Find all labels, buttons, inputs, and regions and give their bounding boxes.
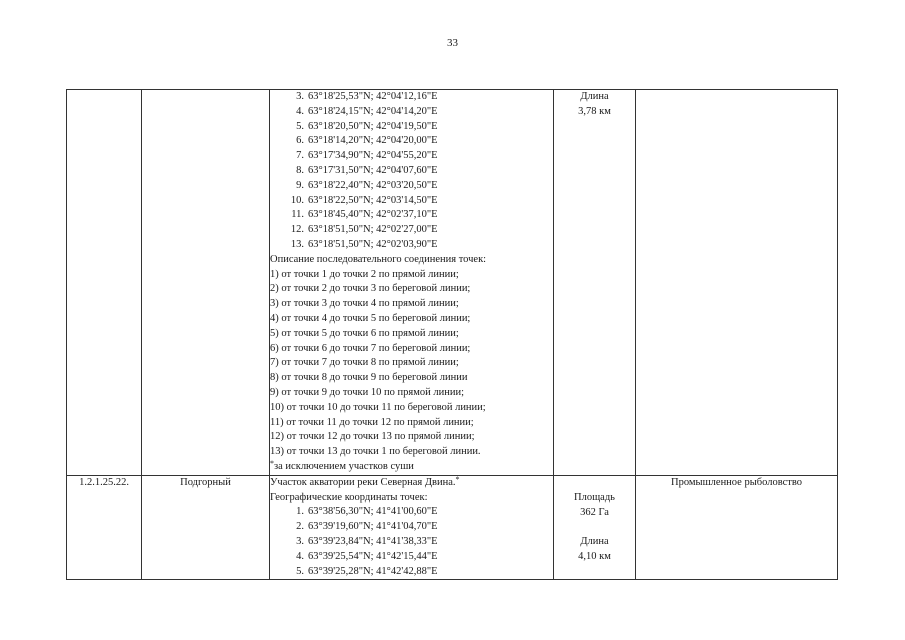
connection-description-title: Описание последовательного соединения точек: <box>270 253 487 265</box>
coordinate-text: 63°18'51,50"N; 42°02'27,00"E <box>308 224 438 236</box>
row1-size-cell <box>554 90 636 476</box>
coordinate-item <box>280 120 553 135</box>
coordinate-item <box>280 565 553 580</box>
length-label: Длина <box>580 536 609 548</box>
coordinate-number: 8. <box>296 164 304 176</box>
row1-name-cell <box>142 90 270 476</box>
coordinate-item <box>280 520 553 535</box>
coordinate-item <box>280 505 553 520</box>
length-value: 4,10 км <box>578 551 611 563</box>
coordinate-number: 3. <box>296 535 304 547</box>
coordinate-text: 63°18'20,50"N; 42°04'19,50"E <box>308 120 438 132</box>
fishing-areas-table <box>66 89 838 580</box>
coordinate-text: 63°39'23,84"N; 41°41'38,33"E <box>308 535 438 547</box>
table-row <box>67 90 838 476</box>
coordinate-item <box>280 90 553 105</box>
row1-number-cell <box>67 90 142 476</box>
connection-item: 12) от точки 12 до точки 13 по прямой линии; <box>270 431 475 443</box>
area-title-mark: * <box>455 474 460 484</box>
connection-item: 2) от точки 2 до точки 3 по береговой линии; <box>270 283 471 295</box>
coordinate-item <box>280 550 553 565</box>
coordinate-text: 63°39'25,54"N; 41°42'15,44"E <box>308 550 438 562</box>
coordinate-text: 63°18'45,40"N; 42°02'37,10"E <box>308 209 438 221</box>
coordinate-item <box>280 105 553 120</box>
connection-item: 13) от точки 13 до точки 1 по береговой линии. <box>270 446 481 458</box>
footnote-mark: * <box>270 458 274 468</box>
connection-item: 4) от точки 4 до точки 5 по береговой линии; <box>270 312 471 324</box>
coords-heading: Географические координаты точек: <box>270 491 428 503</box>
coordinate-number: 7. <box>296 150 304 162</box>
footnote <box>270 460 553 475</box>
coordinate-item <box>280 134 553 149</box>
coordinate-text: 63°18'22,40"N; 42°03'20,50"E <box>308 179 438 191</box>
row2-number-cell: 1.2.1.25.22. <box>67 475 142 580</box>
coordinate-number: 5. <box>296 565 304 577</box>
coordinate-text: 63°39'25,28"N; 41°42'42,88"E <box>308 565 438 577</box>
row2-description-cell <box>270 475 554 580</box>
coordinate-text: 63°18'22,50"N; 42°03'14,50"E <box>308 194 438 206</box>
footnote-text: за исключением участков суши <box>274 460 414 472</box>
coordinate-number: 3. <box>296 91 304 102</box>
coordinate-number: 5. <box>296 120 304 132</box>
connection-item: 10) от точки 10 до точки 11 по береговой линии; <box>270 401 486 413</box>
row2-usage-cell: Промышленное рыболовство <box>636 475 838 580</box>
coordinate-number: 4. <box>296 550 304 562</box>
length-value: 3,78 км <box>578 105 611 117</box>
coordinate-text: 63°18'51,50"N; 42°02'03,90"E <box>308 238 438 250</box>
connection-item: 5) от точки 5 до точки 6 по прямой линии; <box>270 327 459 339</box>
coordinate-text: 63°39'19,60"N; 41°41'04,70"E <box>308 521 438 533</box>
coordinate-number: 4. <box>296 105 304 117</box>
coordinate-number: 2. <box>296 521 304 533</box>
coordinate-number: 11. <box>291 209 304 221</box>
coordinate-number: 6. <box>296 135 304 147</box>
coordinate-item <box>280 238 553 253</box>
coordinate-item <box>280 194 553 209</box>
area-title-text: Участок акватории реки Северная Двина. <box>270 476 456 488</box>
coordinate-item <box>280 164 553 179</box>
connection-item: 9) от точки 9 до точки 10 по прямой линии; <box>270 386 464 398</box>
row2-size-cell <box>554 475 636 580</box>
row1-usage-cell <box>636 90 838 476</box>
coordinate-item <box>280 208 553 223</box>
page-number: 33 <box>447 37 458 49</box>
length-label: Длина <box>580 91 609 102</box>
area-value: 362 Га <box>580 506 609 518</box>
connection-item: 8) от точки 8 до точки 9 по береговой линии <box>270 372 468 384</box>
coordinate-number: 1. <box>296 506 304 518</box>
coordinate-text: 63°18'24,15"N; 42°04'14,20"E <box>308 105 438 117</box>
area-label: Площадь <box>574 491 615 503</box>
coordinate-item <box>280 179 553 194</box>
coordinate-number: 12. <box>290 224 304 236</box>
connection-item: 7) от точки 7 до точки 8 по прямой линии; <box>270 357 459 369</box>
area-title <box>270 476 553 491</box>
coordinate-text: 63°17'31,50"N; 42°04'07,60"E <box>308 164 438 176</box>
coordinate-text: 63°17'34,90"N; 42°04'55,20"E <box>308 150 438 162</box>
coordinate-item <box>280 149 553 164</box>
coordinate-number: 13. <box>290 238 304 250</box>
row1-description-cell <box>270 90 554 476</box>
connection-item: 1) от точки 1 до точки 2 по прямой линии; <box>270 268 459 280</box>
coordinate-number: 9. <box>296 179 304 191</box>
coordinate-text: 63°18'14,20"N; 42°04'20,00"E <box>308 135 438 147</box>
coordinate-item <box>280 535 553 550</box>
connection-item: 6) от точки 6 до точки 7 по береговой линии; <box>270 342 471 354</box>
connection-list <box>270 268 553 460</box>
coordinate-list <box>270 505 553 579</box>
table-row <box>67 475 838 580</box>
coordinate-text: 63°38'56,30"N; 41°41'00,60"E <box>308 506 438 518</box>
coordinate-number: 10. <box>290 194 304 206</box>
coordinate-list <box>270 90 553 253</box>
connection-item: 3) от точки 3 до точки 4 по прямой линии; <box>270 298 459 310</box>
coordinate-text: 63°18'25,53"N; 42°04'12,16"E <box>308 91 438 102</box>
coordinate-item <box>280 223 553 238</box>
row2-name-cell: Подгорный <box>142 475 270 580</box>
connection-item: 11) от точки 11 до точки 12 по прямой линии; <box>270 416 474 428</box>
